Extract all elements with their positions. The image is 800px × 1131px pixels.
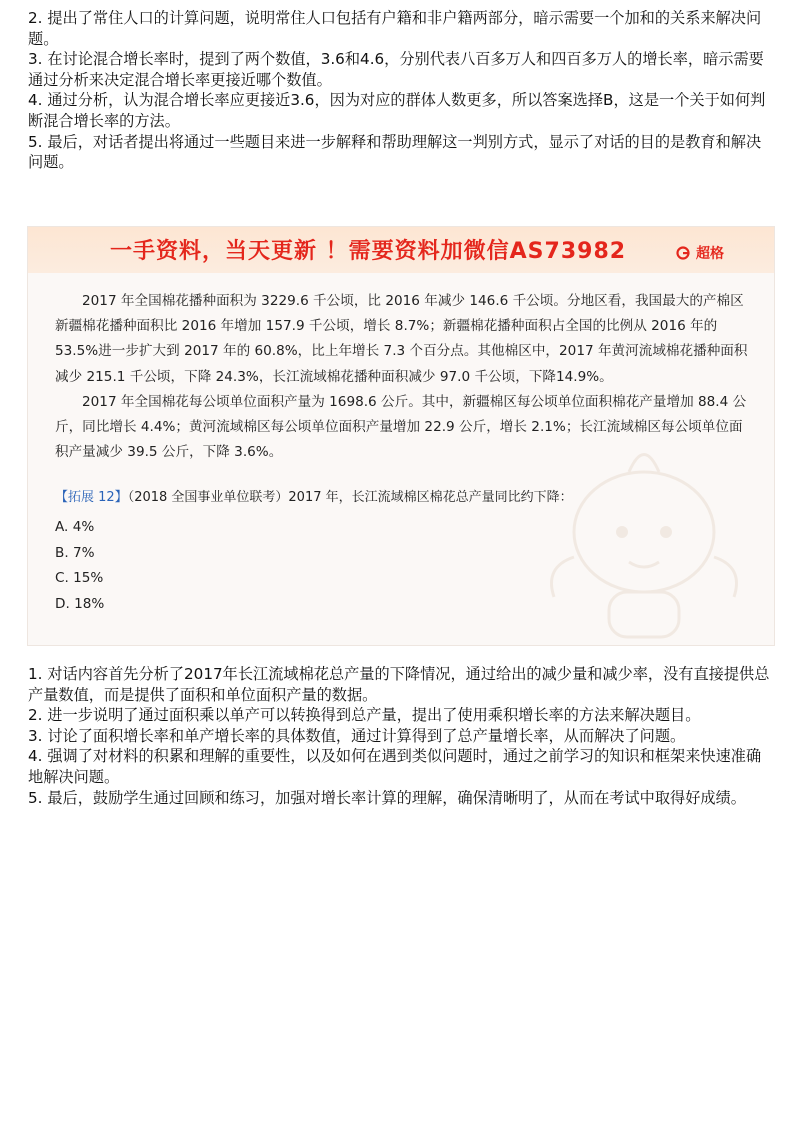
brand bbox=[676, 243, 724, 263]
summary-point: 2. 进一步说明了通过面积乘以单产可以转换得到总产量，提出了使用乘积增长率的方法来解决题目。 bbox=[28, 706, 701, 725]
summary-point: 4. 通过分析，认为混合增长率应更接近3.6，因为对应的群体人数更多，所以答案选择B，这是一个关于如何判断混合增长率的方法。 bbox=[28, 91, 766, 130]
question-text: （2018 全国事业单位联考）2017 年，长江流域棉区棉花总产量同比约下降： bbox=[127, 490, 573, 505]
passage-paragraph: 2017 年全国棉花播种面积为 3229.6 千公顷，比 2016 年减少 146.6 千公顷。分地区看，我国最大的产棉区新疆棉花播种面积比 2016 年增加 157.9 千公顷，增长 8.7%；新疆棉花播种面积占全国的比例从 2016 年的 53.5%进一步扩大到 2017 年的 60.8%，比上年增长 7.3 个百分点。其他棉区中，2017 年黄河流域棉花播种面积减少 215.1 千公顷，下降 24.3%，长江流域棉花播种面积减少 97.0 千公顷，下降14.9%。 bbox=[55, 293, 748, 385]
exam-screenshot-card bbox=[27, 226, 775, 646]
summary-point: 1. 对话内容首先分析了2017年长江流域棉花总产量的下降情况，通过给出的减少量和减少率，没有直接提供总产量数值，而是提供了面积和单位面积产量的数据。 bbox=[28, 665, 770, 704]
option-a: A. 4% bbox=[55, 519, 95, 535]
mascot-watermark-icon bbox=[534, 437, 754, 646]
question bbox=[55, 486, 755, 505]
passage-paragraph: 2017 年全国棉花每公顷单位面积产量为 1698.6 公斤。其中，新疆棉区每公顷单位面积棉花产量增加 88.4 公斤，同比增长 4.4%；黄河流域棉区每公顷单位面积产量增加 22.9 公斤，增长 2.1%；长江流域棉区每公顷单位面积产量减少 39.5 公斤，下降 3.6%。 bbox=[55, 393, 747, 461]
answer-options bbox=[55, 515, 104, 617]
summary-list-bottom bbox=[28, 664, 776, 808]
summary-point: 3. 在讨论混合增长率时，提到了两个数值，3.6和4.6，分别代表八百多万人和四百多万人的增长率，暗示需要通过分析来决定混合增长率更接近哪个数值。 bbox=[28, 50, 764, 89]
summary-point: 5. 最后，鼓励学生通过回顾和练习，加强对增长率计算的理解，确保清晰明了，从而在考试中取得好成绩。 bbox=[28, 788, 746, 807]
question-tag: 【拓展 12】 bbox=[55, 490, 128, 505]
option-d: D. 18% bbox=[55, 595, 105, 612]
summary-point: 2. 提出了常住人口的计算问题，说明常住人口包括有户籍和非户籍两部分，暗示需要一个加和的关系来解决问题。 bbox=[28, 9, 762, 48]
banner bbox=[28, 227, 774, 273]
summary-point: 4. 强调了对材料的积累和理解的重要性，以及如何在遇到类似问题时，通过之前学习的知识和框架来快速准确地解决问题。 bbox=[28, 747, 762, 786]
option-c: C. 15% bbox=[55, 570, 104, 586]
summary-list-top bbox=[28, 8, 776, 173]
summary-point: 3. 讨论了面积增长率和单产增长率的具体数值，通过计算得到了总产量增长率，从而解决了问题。 bbox=[28, 726, 686, 745]
brand-logo-icon bbox=[676, 246, 690, 260]
option-b: B. 7% bbox=[55, 544, 95, 561]
passage bbox=[55, 289, 755, 465]
banner-title: 一手资料，当天更新 ！需要资料加微信AS73982 bbox=[110, 239, 627, 264]
summary-point: 5. 最后，对话者提出将通过一些题目来进一步解释和帮助理解这一判别方式，显示了对话的目的是教育和解决问题。 bbox=[28, 132, 762, 172]
brand-name: 超格 bbox=[696, 246, 724, 262]
